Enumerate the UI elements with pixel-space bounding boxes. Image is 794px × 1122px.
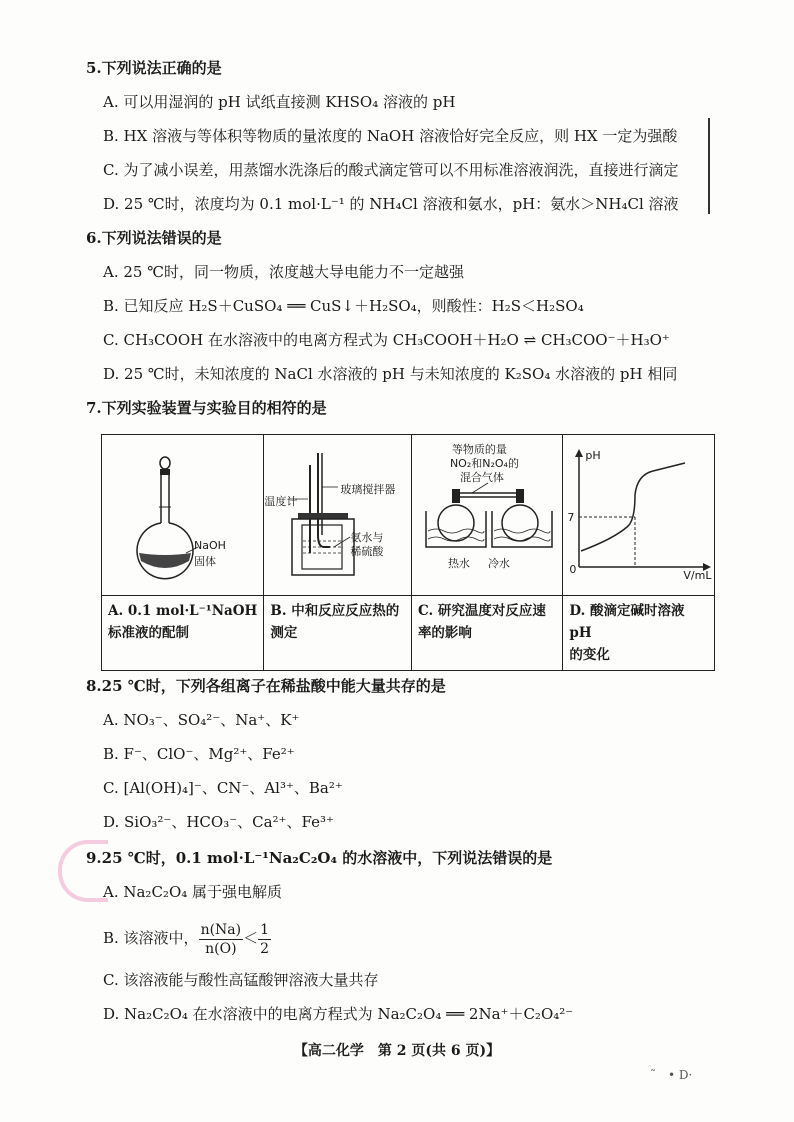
q6-option-b: B. 已知反应 H₂S＋CuSO₄ ══ CuS↓＋H₂SO₄，则酸性：H₂S＜H₂SO₄	[103, 297, 584, 315]
q7-stem: 7.下列实验装置与实验目的相符的是	[86, 399, 327, 417]
fig-b-liquid-label-2: 稀硫酸	[350, 545, 384, 558]
figure-c-temperature-flasks	[412, 435, 562, 595]
fig-d-seven-label: 7	[567, 511, 575, 524]
q8-stem: 8.25 ℃时，下列各组离子在稀盐酸中能大量共存的是	[86, 677, 446, 695]
q6-option-a: A. 25 ℃时，同一物质，浓度越大导电能力不一定越强	[103, 263, 465, 281]
q5-stem: 5.下列说法正确的是	[86, 59, 222, 77]
fig-c-top-label-2: NO₂和N₂O₄的	[449, 457, 519, 470]
figure-d-titration-curve	[563, 435, 714, 595]
fig-d-y-axis-label: pH	[585, 449, 601, 462]
q5-option-a: A. 可以用湿润的 pH 试纸直接测 KHSO₄ 溶液的 pH	[103, 93, 456, 111]
q8-option-a: A. NO₃⁻、SO₄²⁻、Na⁺、K⁺	[103, 711, 300, 729]
q9-option-b-prefix: B. 该溶液中，	[103, 929, 199, 947]
fig-c-top-label-3: 混合气体	[459, 471, 504, 484]
fig-c-hot-water-label: 热水	[447, 557, 470, 570]
q8-option-b: B. F⁻、ClO⁻、Mg²⁺、Fe²⁺	[103, 745, 295, 763]
q8-option-c: C. [Al(OH)₄]⁻、CN⁻、Al³⁺、Ba²⁺	[103, 779, 343, 797]
calorimeter-icon	[264, 435, 412, 595]
scan-edge-bar	[708, 118, 710, 214]
fig-b-liquid-label-1: 氨水与	[350, 531, 384, 544]
figure-b-calorimeter	[264, 435, 411, 595]
fig-a-label-2: 固体	[194, 555, 216, 568]
fig-b-thermometer-label: 温度计	[264, 495, 298, 508]
fig-d-x-axis-label: V/mL	[683, 569, 712, 582]
q9-option-c: C. 该溶液能与酸性高锰酸钾溶液大量共存	[103, 971, 379, 989]
fig-a-label-1: NaOH	[194, 539, 226, 552]
fig-c-top-label-1: 等物质的量	[451, 443, 507, 456]
caption-d: D. 酸滴定碱时溶液 pH 的变化	[563, 596, 715, 671]
page-footer: 【高二化学 第 2 页(共 6 页)】	[293, 1043, 501, 1059]
q9-less-than: ＜	[243, 929, 259, 947]
q5-option-d: D. 25 ℃时，浓度均为 0.1 mol·L⁻¹ 的 NH₄Cl 溶液和氨水，pH：氨水＞NH₄Cl 溶液	[103, 195, 679, 213]
q9-option-b	[103, 918, 271, 958]
corner-mark: ˜ • D·	[650, 1068, 693, 1082]
caption-a: A. 0.1 mol·L⁻¹NaOH 标准液的配制	[102, 596, 264, 671]
q9-option-d: D. Na₂C₂O₄ 在水溶液中的电离方程式为 Na₂C₂O₄ ══ 2Na⁺＋C₂O₄²⁻	[103, 1005, 574, 1023]
caption-c: C. 研究温度对反应速 率的影响	[411, 596, 562, 671]
fig-d-origin-label: 0	[569, 563, 577, 576]
q8-option-d: D. SiO₃²⁻、HCO₃⁻、Ca²⁺、Fe³⁺	[103, 813, 334, 831]
figure-a-volumetric-flask	[102, 435, 263, 595]
volumetric-flask-icon	[102, 435, 262, 595]
q9-stem: 9.25 ℃时，0.1 mol·L⁻¹Na₂C₂O₄ 的水溶液中，下列说法错误的是	[86, 849, 553, 867]
fig-b-stirrer-label: 玻璃搅拌器	[340, 483, 396, 496]
q9-fraction-left: $\frac{n(Na)}{n(O)}$	[200, 921, 242, 957]
fig-c-cold-water-label: 冷水	[487, 557, 510, 570]
q6-option-d: D. 25 ℃时，未知浓度的 NaCl 水溶液的 pH 与未知浓度的 K₂SO₄ 水溶液的 pH 相同	[103, 365, 678, 383]
q6-option-c: C. CH₃COOH 在水溶液中的电离方程式为 CH₃COOH＋H₂O ⇌ CH₃COO⁻＋H₃O⁺	[103, 331, 670, 349]
q6-stem: 6.下列说法错误的是	[86, 229, 222, 247]
q7-experiment-table	[101, 434, 715, 671]
caption-b: B. 中和反应反应热的 测定	[264, 596, 412, 671]
q9-fraction-right: $\frac{1}{2}$	[260, 921, 270, 957]
q5-option-c: C. 为了减小误差，用蒸馏水洗涤后的酸式滴定管可以不用标准溶液润洗，直接进行滴定	[103, 161, 679, 179]
q9-option-a: A. Na₂C₂O₄ 属于强电解质	[103, 883, 283, 901]
q5-option-b: B. HX 溶液与等体积等物质的量浓度的 NaOH 溶液恰好完全反应，则 HX 一定为强酸	[103, 127, 678, 145]
